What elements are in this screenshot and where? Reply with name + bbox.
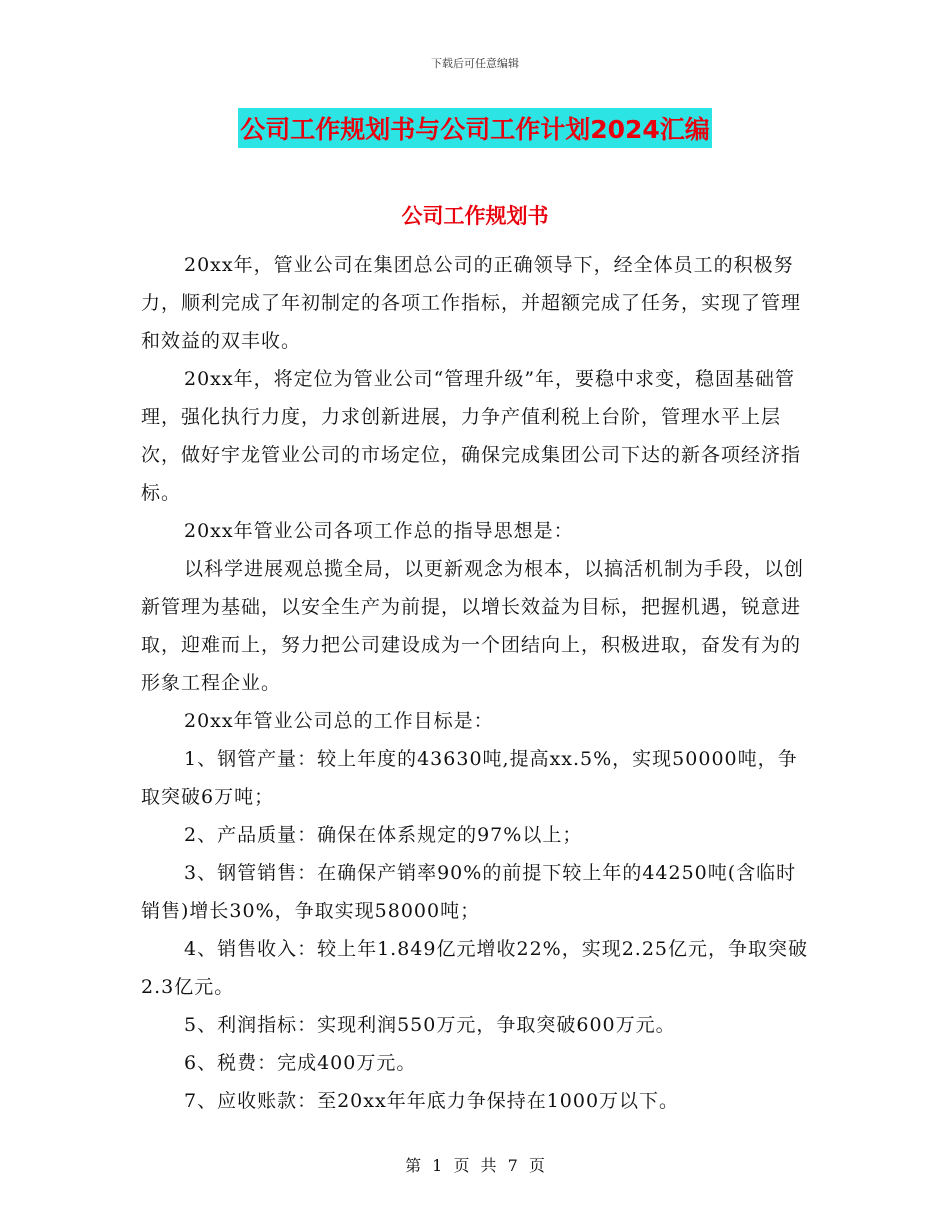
list-item: 7、应收账款：至20xx年年底力争保持在1000万以下。 bbox=[184, 1090, 680, 1112]
paragraph: 20xx年，管业公司在集团总公司的正确领导下，经全体员工的积极努力，顺利完成了年初制定的各项工作指标，并超额完成了任务，实现了管理和效益的双丰收。 bbox=[141, 254, 802, 352]
list-item: 6、税费：完成400万元。 bbox=[184, 1052, 417, 1074]
paragraph: 20xx年管业公司各项工作总的指导思想是： bbox=[184, 520, 574, 542]
title-container bbox=[0, 108, 950, 148]
header-note: 下载后可任意编辑 bbox=[431, 57, 519, 70]
paragraph: 以科学进展观总揽全局，以更新观念为根本，以搞活机制为手段，以创新管理为基础，以安全生产为前提，以增长效益为目标，把握机遇，锐意进取，迎难而上，努力把公司建设成为一个团结向上，积极进取，奋发有为的形象工程企业。 bbox=[141, 558, 805, 694]
paragraph: 20xx年，将定位为管业公司“管理升级”年，要稳中求变，稳固基础管理，强化执行力度，力求创新进展，力争产值利税上台阶，管理水平上层次，做好宇龙管业公司的市场定位，确保完成集团公司下达的新各项经济指标。 bbox=[141, 368, 802, 504]
page-number: 第 1 页 共 7 页 bbox=[405, 1156, 545, 1175]
document-title: 公司工作规划书与公司工作计划2024汇编 bbox=[238, 108, 712, 148]
list-item: 2、产品质量：确保在体系规定的97%以上； bbox=[184, 824, 583, 846]
list-item: 5、利润指标：实现利润550万元，争取突破600万元。 bbox=[184, 1014, 676, 1036]
document-body bbox=[141, 246, 809, 1120]
list-item: 3、钢管销售：在确保产销率90%的前提下较上年的44250吨(含临时销售)增长30%，争取实现58000吨； bbox=[141, 862, 797, 922]
paragraph: 20xx年管业公司总的工作目标是： bbox=[184, 710, 494, 732]
section-title: 公司工作规划书 bbox=[401, 204, 549, 228]
list-item: 1、钢管产量：较上年度的43630吨,提高xx.5%，实现50000吨，争取突破6万吨； bbox=[141, 748, 798, 808]
list-item: 4、销售收入：较上年1.849亿元增收22%，实现2.25亿元，争取突破2.3亿元。 bbox=[141, 938, 809, 998]
